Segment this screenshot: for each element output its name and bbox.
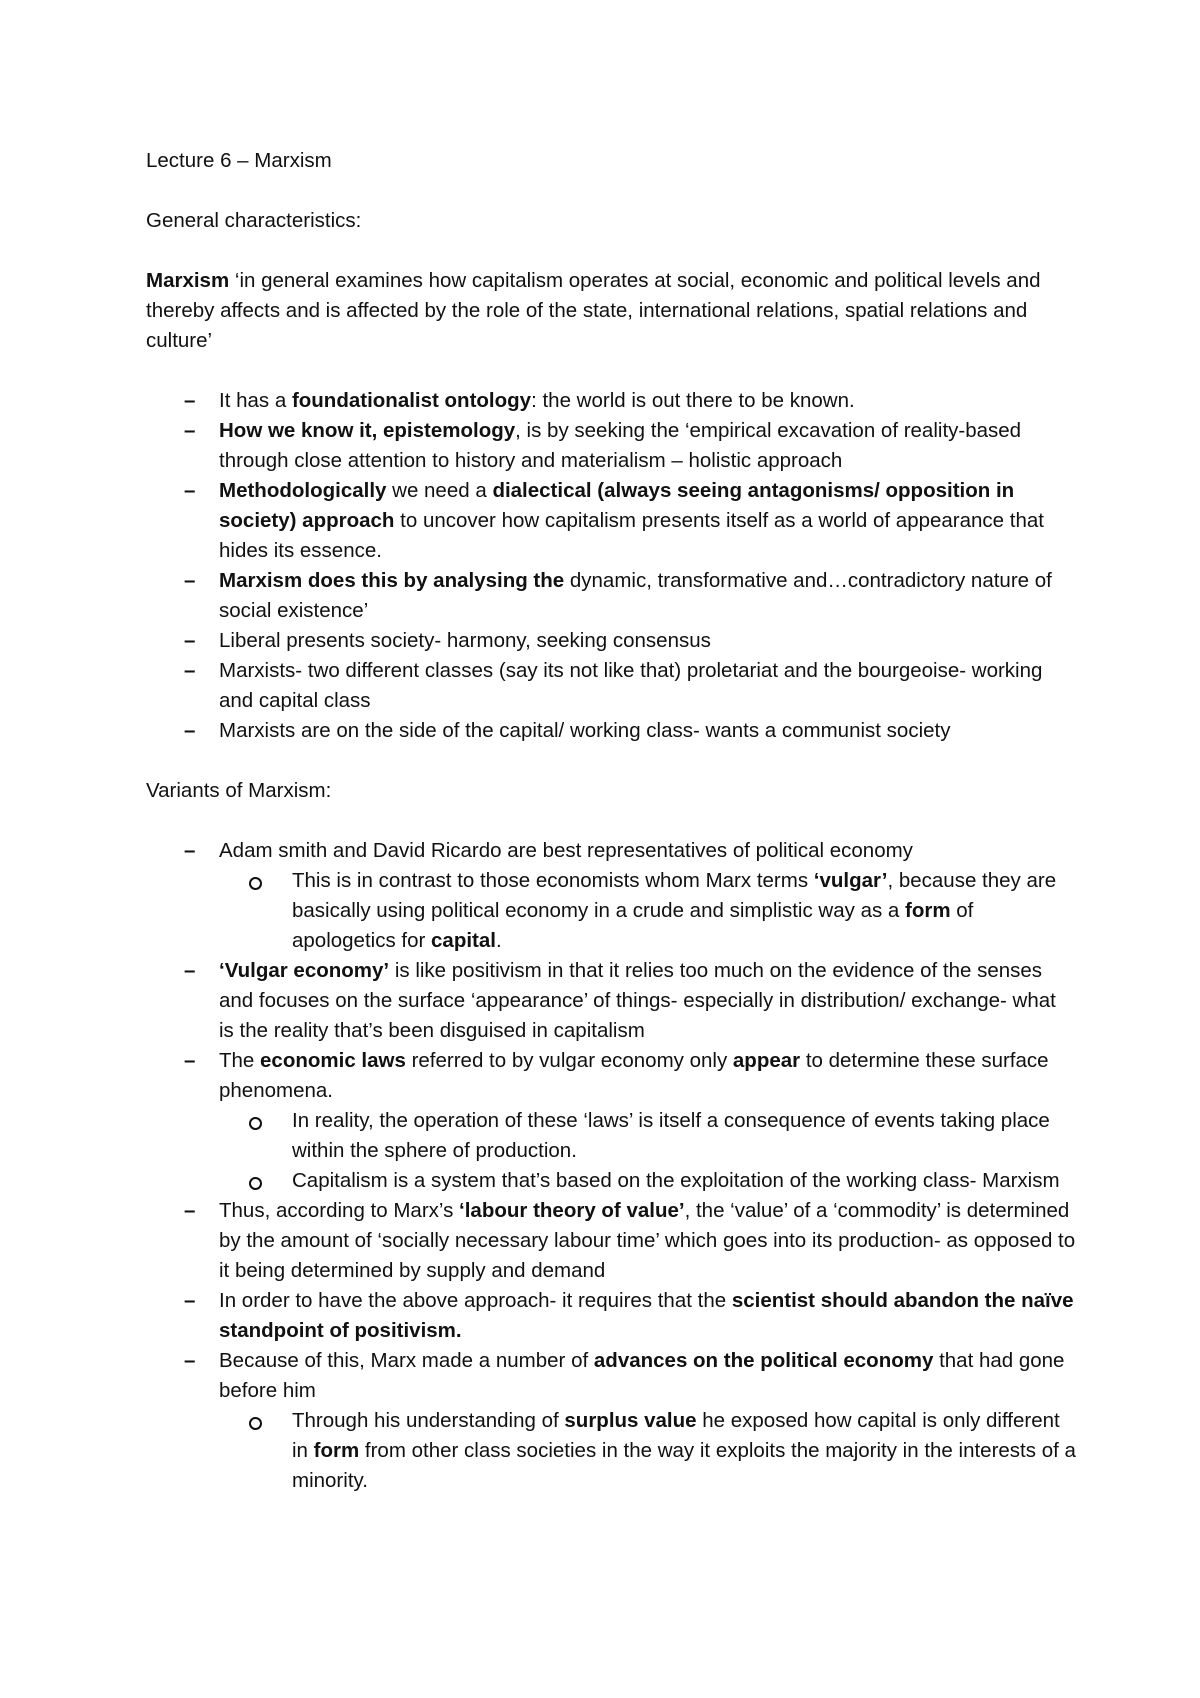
bold-text: ‘labour theory of value’	[459, 1199, 685, 1222]
list-item	[146, 1196, 1076, 1286]
document-body	[146, 146, 1076, 1496]
list-item	[146, 656, 1076, 716]
dash-bullet: –	[184, 1049, 196, 1072]
dash-bullet: –	[184, 659, 196, 682]
text: Thus, according to Marx’s	[219, 1199, 460, 1222]
spacer	[146, 176, 1076, 206]
bold-text: form	[905, 899, 951, 922]
variants-list	[146, 836, 1076, 1496]
list-item	[146, 386, 1076, 416]
bold-text: How we know it, epistemology	[219, 419, 516, 442]
circle-bullet-icon	[249, 1177, 262, 1190]
text: referred to by vulgar economy only	[405, 1049, 733, 1072]
text: Marxists are on the side of the capital/ working class- wants a communist society	[219, 719, 951, 742]
bold-text: foundationalist ontology	[291, 389, 532, 412]
text: to uncover how capitalism presents itself as a world of appearance that hides its essence.	[219, 509, 1044, 562]
circle-bullet-icon	[249, 1117, 262, 1130]
dash-bullet: –	[184, 569, 196, 592]
text: that had gone before him	[219, 1349, 1065, 1402]
list-item	[146, 956, 1076, 1046]
sub-list-item	[219, 1106, 1076, 1166]
bold-text: capital	[431, 929, 496, 952]
text: Adam smith and David Ricardo are best representatives of political economy	[219, 839, 913, 862]
bold-text: Methodologically	[219, 479, 387, 502]
section-heading-general: General characteristics:	[146, 209, 362, 232]
list-item	[146, 1346, 1076, 1496]
list-item	[146, 716, 1076, 746]
spacer	[146, 236, 1076, 266]
text: Because of this, Marx made a number of	[219, 1349, 594, 1372]
characteristics-list	[146, 386, 1076, 746]
dash-bullet: –	[184, 479, 196, 502]
dash-bullet: –	[184, 959, 196, 982]
bold-text: form	[313, 1439, 360, 1462]
list-item	[146, 836, 1076, 956]
definition-term: Marxism	[146, 269, 230, 292]
bold-text: appear	[732, 1049, 801, 1072]
spacer	[146, 356, 1076, 386]
text: .	[495, 929, 502, 952]
sub-list-item	[219, 1406, 1076, 1496]
sub-list	[219, 866, 1076, 956]
dash-bullet: –	[184, 419, 196, 442]
text: is like positivism in that it relies too much on the evidence of the senses and focuses on the surface ‘appearance’ of things- especially in distribution/ exchange- what is the reality that’s been disguised in capitalism	[219, 959, 1056, 1042]
text: In reality, the operation of these ‘laws’ is itself a consequence of events taking place within the sphere of production.	[292, 1109, 1050, 1162]
section-heading-variants: Variants of Marxism:	[146, 779, 332, 802]
list-item	[146, 416, 1076, 476]
text: It has a	[219, 389, 292, 412]
text: dynamic, transformative and…contradictory nature of social existence’	[219, 569, 1052, 622]
bold-text: Marxism does this by analysing the	[219, 569, 565, 592]
text: The	[219, 1049, 261, 1072]
text: This is in contrast to those economists whom Marx terms	[292, 869, 814, 892]
text: from other class societies in the way it exploits the majority in the interests of a minority.	[292, 1439, 1076, 1492]
bold-text: scientist should abandon the naïve standpoint of positivism.	[219, 1289, 1074, 1342]
dash-bullet: –	[184, 1289, 196, 1312]
text: Marxists- two different classes (say its not like that) proletariat and the bourgeoise- working and capital class	[219, 659, 1043, 712]
dash-bullet: –	[184, 629, 196, 652]
text: to determine these surface phenomena.	[219, 1049, 1049, 1102]
circle-bullet-icon	[249, 1417, 262, 1430]
bold-text: dialectical (always seeing antagonisms/ opposition in society) approach	[219, 479, 1015, 532]
dash-bullet: –	[184, 1349, 196, 1372]
sub-list	[219, 1406, 1076, 1496]
bold-text: ‘vulgar’	[813, 869, 888, 892]
text: he exposed how capital is only different in	[292, 1409, 1060, 1462]
text: Through his understanding of	[292, 1409, 565, 1432]
text: In order to have the above approach- it requires that the	[219, 1289, 732, 1312]
circle-bullet-icon	[249, 877, 262, 890]
spacer	[146, 806, 1076, 836]
dash-bullet: –	[184, 839, 196, 862]
marxism-definition	[146, 266, 1076, 356]
sub-list-item	[219, 866, 1076, 956]
text: , is by seeking the ‘empirical excavation of reality-based through close attention to history and materialism – holistic approach	[219, 419, 1022, 472]
text: of apologetics for	[292, 899, 974, 952]
list-item	[146, 1046, 1076, 1196]
spacer	[146, 746, 1076, 776]
bold-text: ‘Vulgar economy’	[219, 959, 390, 982]
list-item	[146, 626, 1076, 656]
list-item	[146, 476, 1076, 566]
bold-text: surplus value	[564, 1409, 697, 1432]
bold-text: economic laws	[260, 1049, 406, 1072]
dash-bullet: –	[184, 389, 196, 412]
dash-bullet: –	[184, 1199, 196, 1222]
sub-list	[219, 1106, 1076, 1196]
text: , because they are basically using political economy in a crude and simplistic way as a	[292, 869, 1057, 922]
sub-list-item	[219, 1166, 1076, 1196]
text: Capitalism is a system that’s based on the exploitation of the working class- Marxism	[292, 1169, 1060, 1192]
text: Liberal presents society- harmony, seeking consensus	[219, 629, 711, 652]
list-item	[146, 1286, 1076, 1346]
text: : the world is out there to be known.	[531, 389, 855, 412]
definition-text: ‘in general examines how capitalism operates at social, economic and political levels and thereby affects and is affected by the role of the state, international relations, spatial relations and culture’	[146, 269, 1041, 352]
document-title: Lecture 6 – Marxism	[146, 149, 332, 172]
list-item	[146, 566, 1076, 626]
text: we need a	[386, 479, 493, 502]
bold-text: advances on the political economy	[593, 1349, 934, 1372]
text: , the ‘value’ of a ‘commodity’ is determined by the amount of ‘socially necessary labour time’ which goes into its production- as opposed to it being determined by supply and demand	[219, 1199, 1076, 1282]
dash-bullet: –	[184, 719, 196, 742]
